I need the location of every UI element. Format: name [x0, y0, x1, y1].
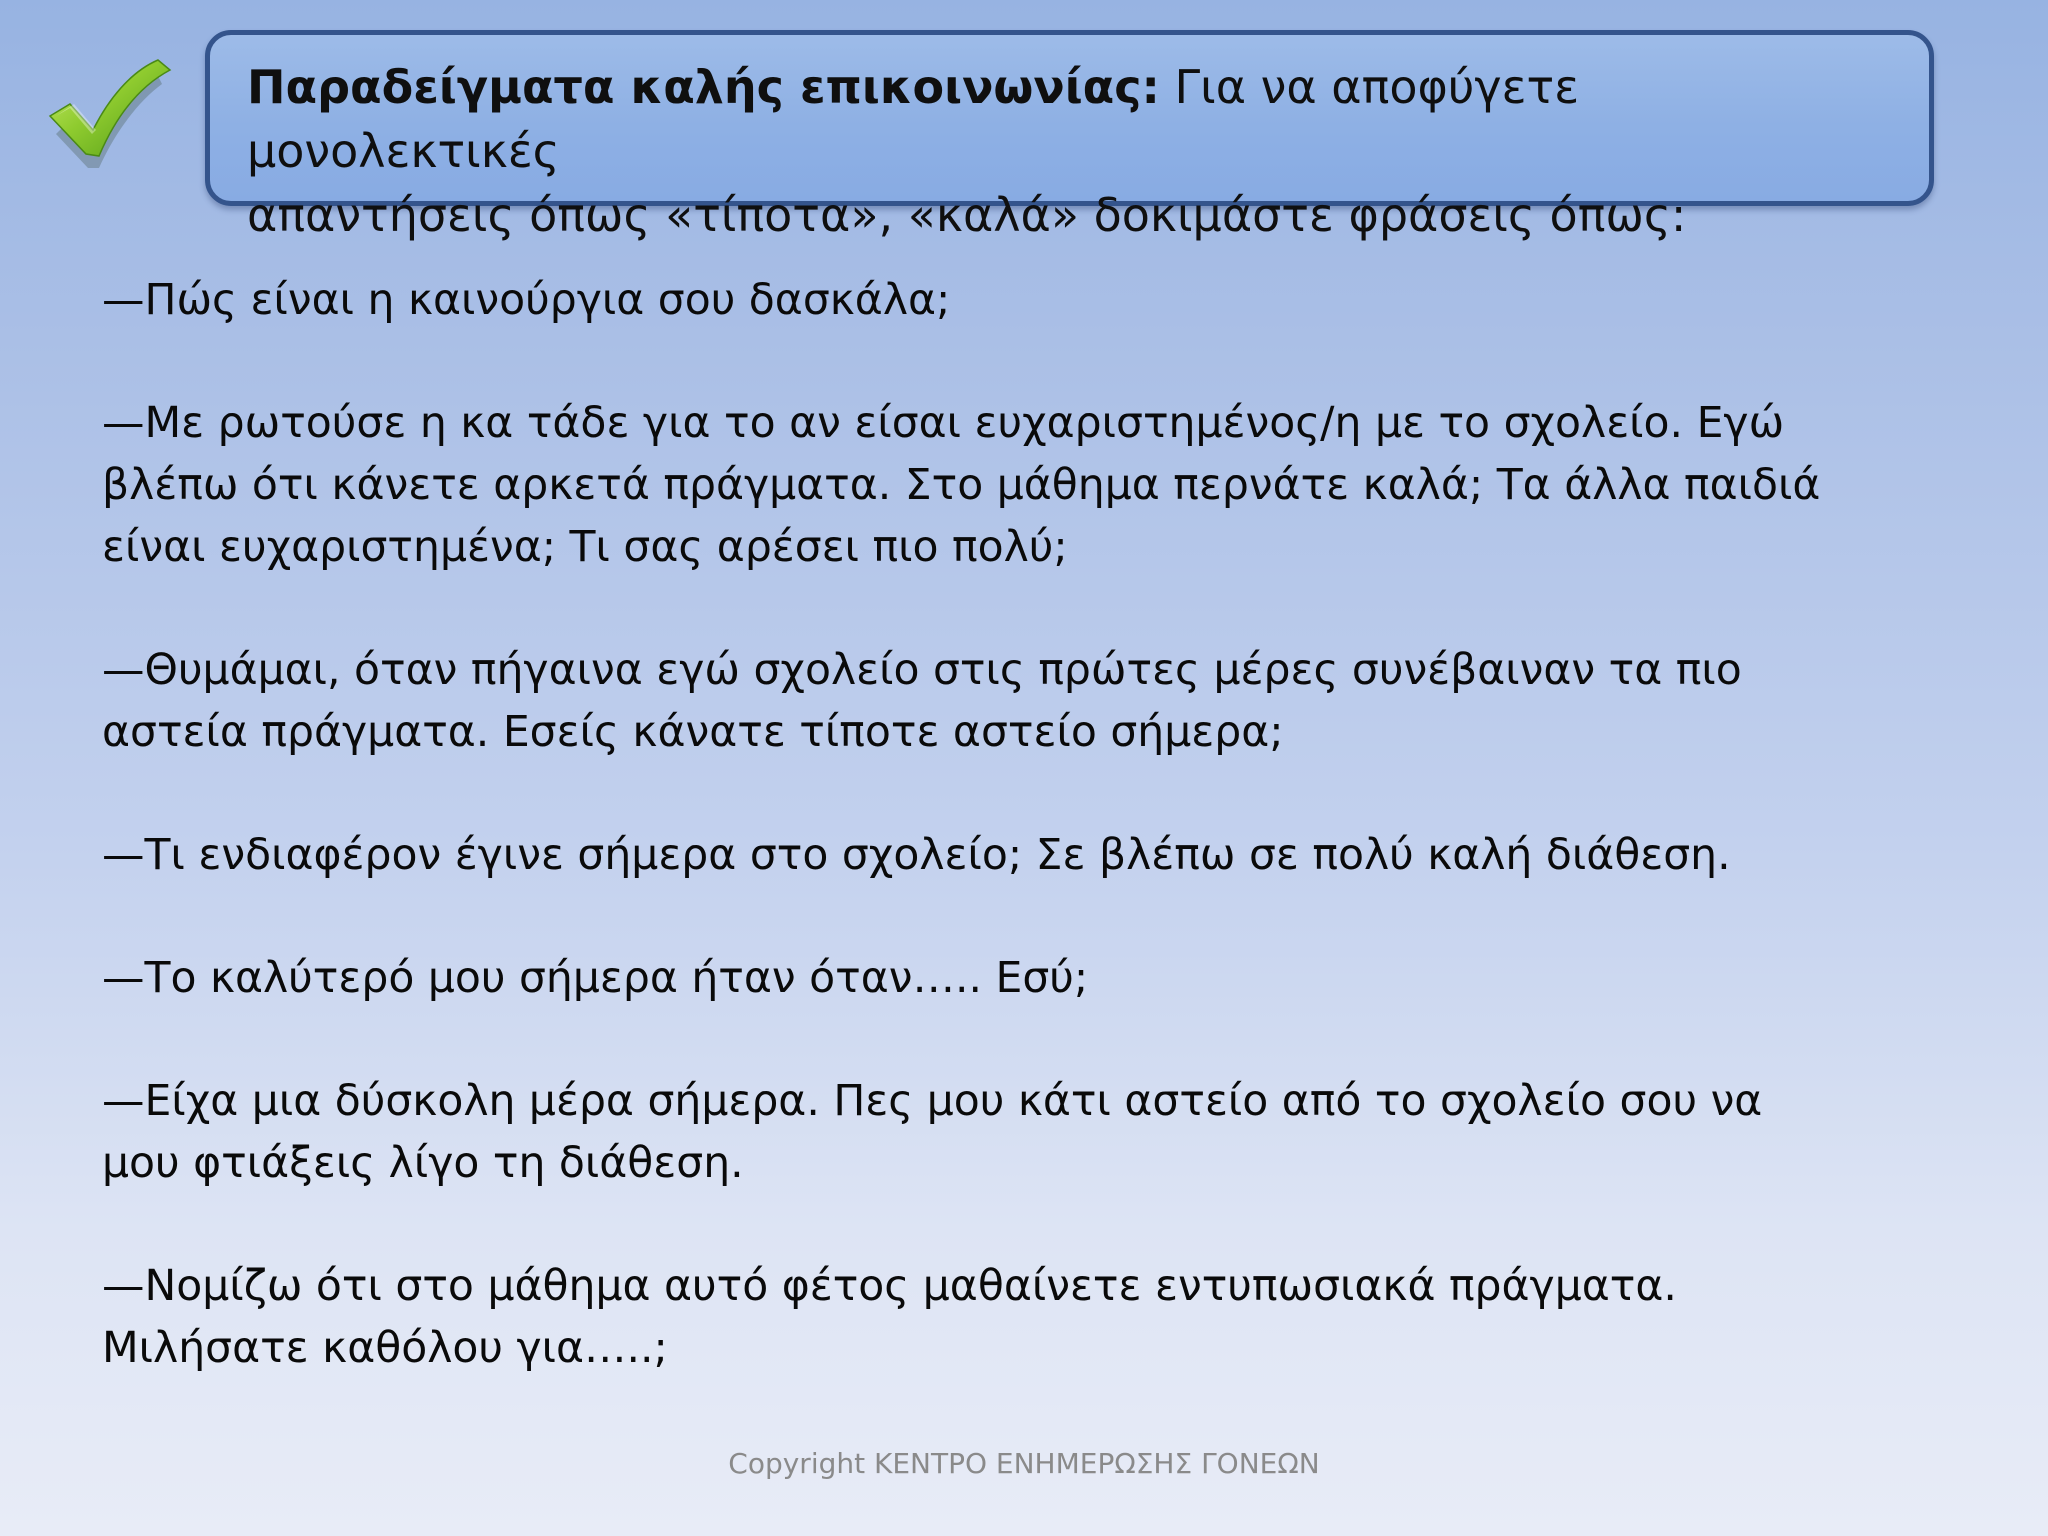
header-line-1: [247, 55, 1895, 183]
example-item: —Πώς είναι η καινούργια σου δασκάλα;: [102, 276, 951, 325]
example-item: —Με ρωτούσε η κα τάδε για το αν είσαι ευχαριστημένος/η με το σχολείο. Εγώ βλέπω ότι κάνετε αρκετά πράγματα. Στο μάθημα περνάτε καλά; Τα άλλα παιδιά είναι ευχαριστημένα; Τι σας αρέσει πιο πολύ;: [102, 399, 1821, 572]
checkmark-icon: [44, 58, 176, 178]
examples-list: [102, 270, 1922, 1441]
example-item: —Τι ενδιαφέρον έγινε σήμερα στο σχολείο; Σε βλέπω σε πολύ καλή διάθεση.: [102, 831, 1731, 880]
example-item: —Θυμάμαι, όταν πήγαινα εγώ σχολείο στις πρώτες μέρες συνέβαιναν τα πιο αστεία πράγματα. Εσείς κάνατε τίποτε αστείο σήμερα;: [102, 646, 1742, 757]
example-item: —Νομίζω ότι στο μάθημα αυτό φέτος μαθαίνετε εντυπωσιακά πράγματα. Μιλήσατε καθόλου για…..;: [102, 1262, 1677, 1373]
example-item: —Το καλύτερό μου σήμερα ήταν όταν….. Εσύ;: [102, 954, 1089, 1003]
header-bold-title: Παραδείγματα καλής επικοινωνίας:: [247, 60, 1160, 114]
header-line-1-text: Για να αποφύγετε μονολεκτικές: [247, 60, 1580, 178]
copyright-footer: Copyright ΚΕΝΤΡΟ ΕΝΗΜΕΡΩΣΗΣ ΓΟΝΕΩΝ: [728, 1447, 1320, 1480]
example-item: —Είχα μια δύσκολη μέρα σήμερα. Πες μου κάτι αστείο από το σχολείο σου να μου φτιάξεις λίγο τη διάθεση.: [102, 1077, 1763, 1188]
header-line-2: απαντήσεις όπως «τίποτα», «καλά» δοκιμάστε φράσεις όπως:: [247, 188, 1687, 242]
header-box: [205, 30, 1934, 242]
